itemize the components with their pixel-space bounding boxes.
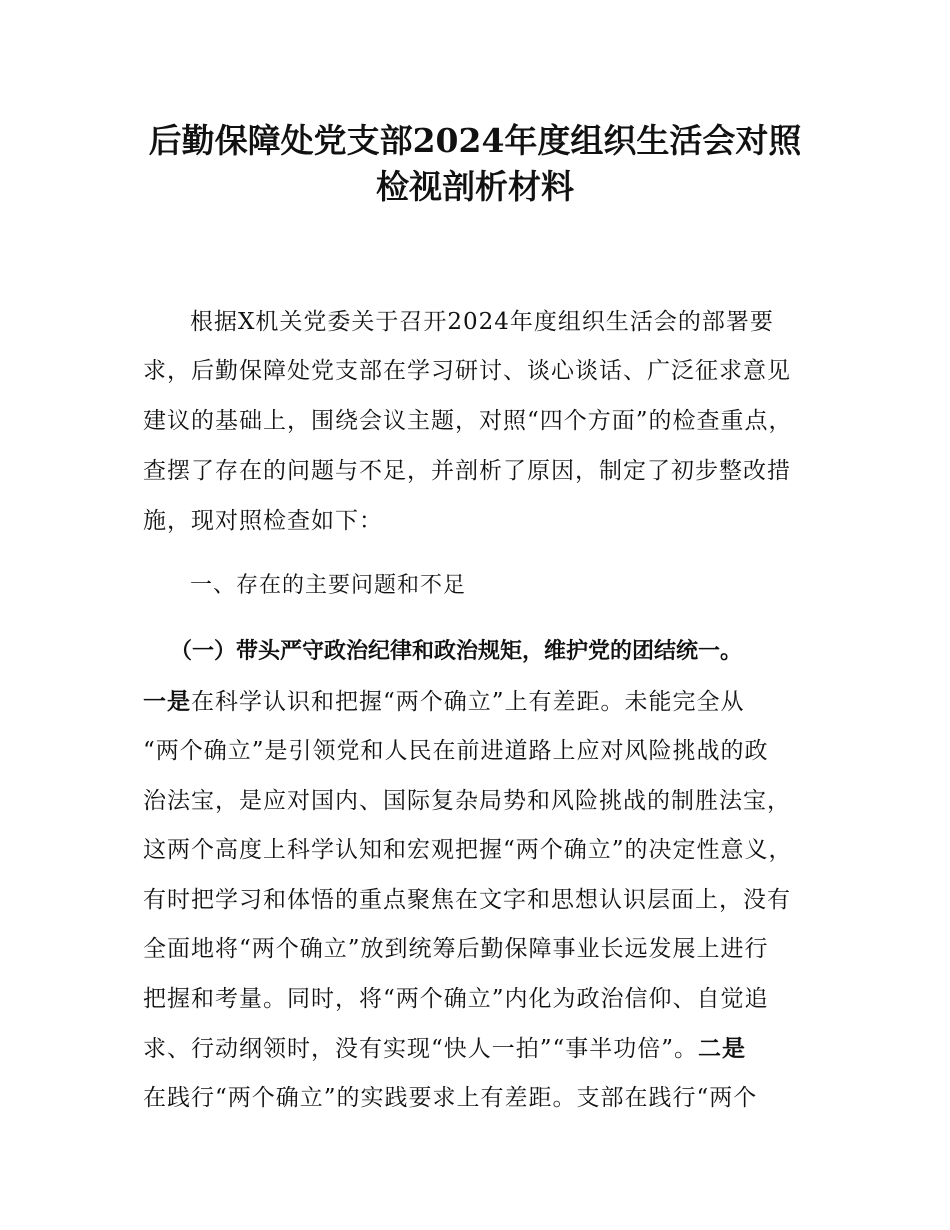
body-line-5: 有时把学习和体悟的重点聚焦在文字和思想认识层面上，没有 bbox=[143, 887, 791, 913]
section-heading-1: 一、存在的主要问题和不足 bbox=[190, 573, 467, 598]
intro-line-2: 求，后勤保障处党支部在学习研讨、谈心谈话、广泛征求意见 bbox=[143, 358, 791, 384]
body-line-2: “两个确立”是引领党和人民在前进道路上应对风险挑战的政 bbox=[143, 738, 769, 764]
body-line-1-text: 在科学认识和把握“两个确立”上有差距。未能完全从 bbox=[191, 689, 745, 715]
intro-line-1: 根据X机关党委关于召开2024年度组织生活会的部署要 bbox=[190, 309, 774, 335]
body-line-8-text: 求、行动纲领时，没有实现“快人一拍”“事半功倍”。 bbox=[143, 1036, 699, 1062]
body-line-8 bbox=[143, 1025, 823, 1073]
body-line-6: 全面地将“两个确立”放到统筹后勤保障事业长远发展上进行 bbox=[143, 936, 769, 962]
body-line-7: 把握和考量。同时，将“两个确立”内化为政治信仰、自觉追 bbox=[143, 986, 769, 1012]
subsection-heading-1: （一）带头严守政治纪律和政治规矩，维护党的团结统一。 bbox=[170, 639, 743, 664]
body-line-4: 这两个高度上科学认知和宏观把握“两个确立”的决定性意义， bbox=[143, 837, 793, 863]
body-line-9: 在践行“两个确立”的实践要求上有差距。支部在践行“两个 bbox=[143, 1085, 758, 1111]
intro-line-5: 施，现对照检查如下： bbox=[143, 508, 383, 534]
intro-line-3: 建议的基础上，围绕会议主题，对照“四个方面”的检查重点， bbox=[143, 408, 793, 434]
point-label-second: 二是 bbox=[698, 1036, 747, 1062]
body-line-1 bbox=[143, 678, 823, 726]
intro-line-4: 查摆了存在的问题与不足，并剖析了原因，制定了初步整改措 bbox=[143, 458, 791, 484]
document-title-line-1: 后勤保障处党支部2024年度组织生活会对照 bbox=[148, 121, 802, 160]
document-title-line-2: 检视剖析材料 bbox=[376, 167, 574, 206]
point-label-first: 一是 bbox=[143, 689, 191, 715]
body-line-3: 治法宝，是应对国内、国际复杂局势和风险挑战的制胜法宝， bbox=[143, 788, 791, 814]
